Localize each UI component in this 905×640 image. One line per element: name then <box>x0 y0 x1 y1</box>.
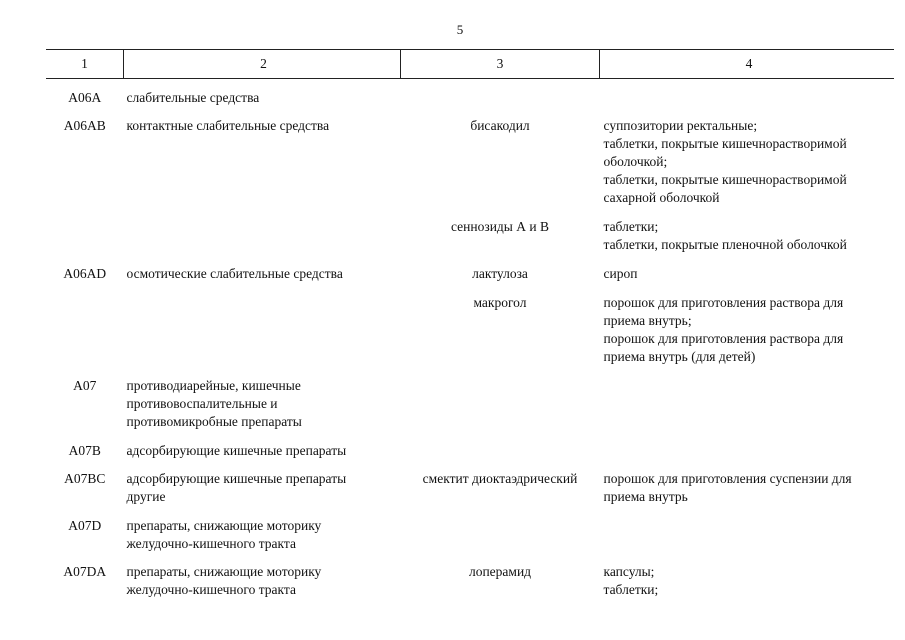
group-name-line: противодиарейные, кишечные <box>126 378 301 393</box>
atc-code-cell <box>46 254 124 283</box>
group-name-cell <box>124 207 401 254</box>
column-header-1: 1 <box>46 50 124 79</box>
group-name-cell <box>124 506 401 553</box>
dosage-form-cell <box>600 207 895 254</box>
drug-name-cell <box>401 460 600 506</box>
dosage-form-line: приема внутрь <box>603 489 688 504</box>
group-name-cell <box>124 366 401 431</box>
group-name-line: слабительные средства <box>126 90 260 105</box>
atc-code: A07DA <box>63 564 107 579</box>
drug-name-cell <box>401 553 600 599</box>
table-row <box>46 553 894 599</box>
column-number-row <box>46 50 894 79</box>
group-name-line: противовоспалительные и <box>126 396 278 411</box>
table-row <box>46 431 894 460</box>
table-body <box>46 79 894 600</box>
group-name-cell <box>124 460 401 506</box>
atc-code: A06AB <box>63 118 106 133</box>
table-row <box>46 460 894 506</box>
drug-name: сеннозиды А и В <box>451 219 549 234</box>
group-name-line: осмотические слабительные средства <box>126 266 343 281</box>
group-name-line: противомикробные препараты <box>126 414 302 429</box>
dosage-form-line: сироп <box>603 266 638 281</box>
group-name-line: другие <box>126 489 166 504</box>
drug-name-cell <box>401 283 600 366</box>
drug-name-cell <box>401 431 600 460</box>
table-row <box>46 283 894 366</box>
dosage-form-line: порошок для приготовления суспензии для <box>603 471 852 486</box>
atc-code-cell <box>46 79 124 108</box>
dosage-form-line: таблетки, покрытые кишечнорастворимой <box>603 172 847 187</box>
dosage-form-cell <box>600 460 895 506</box>
dosage-form-line: порошок для приготовления раствора для <box>603 331 844 346</box>
group-name-line: желудочно-кишечного тракта <box>126 536 296 551</box>
atc-code-cell <box>46 431 124 460</box>
group-name-cell <box>124 431 401 460</box>
drug-name-cell <box>401 366 600 431</box>
atc-code-cell <box>46 553 124 599</box>
group-name-line: контактные слабительные средства <box>126 118 330 133</box>
dosage-form-line: приема внутрь; <box>603 313 692 328</box>
drug-name-cell <box>401 506 600 553</box>
atc-code: A07BC <box>64 471 106 486</box>
dosage-form-line: капсулы; <box>603 564 655 579</box>
dosage-form-line: порошок для приготовления раствора для <box>603 295 844 310</box>
atc-code: A06A <box>68 90 102 105</box>
drug-name: смектит диоктаэдрический <box>422 471 578 486</box>
atc-code: A06AD <box>63 266 107 281</box>
table-row <box>46 366 894 431</box>
group-name-cell <box>124 79 401 108</box>
atc-code-cell <box>46 506 124 553</box>
dosage-form-line: таблетки; <box>603 582 659 597</box>
table-row <box>46 207 894 254</box>
group-name-cell <box>124 553 401 599</box>
dosage-form-cell <box>600 506 895 553</box>
group-name-line: препараты, снижающие моторику <box>126 518 322 533</box>
atc-code-cell <box>46 107 124 207</box>
atc-code: A07 <box>73 378 97 393</box>
drug-name: макрогол <box>473 295 527 310</box>
dosage-form-cell <box>600 366 895 431</box>
atc-code: A07D <box>68 518 102 533</box>
dosage-form-line: оболочкой; <box>603 154 668 169</box>
drug-name: лоперамид <box>468 564 532 579</box>
drug-name: лактулоза <box>472 266 528 281</box>
drug-name-cell <box>401 254 600 283</box>
dosage-form-cell <box>600 553 895 599</box>
column-header-4: 4 <box>600 50 895 79</box>
dosage-form-line: сахарной оболочкой <box>603 190 720 205</box>
drug-name-cell <box>401 107 600 207</box>
column-header-2: 2 <box>124 50 401 79</box>
group-name-cell <box>124 254 401 283</box>
drug-name-cell <box>401 207 600 254</box>
atc-code-cell <box>46 366 124 431</box>
group-name-cell <box>124 107 401 207</box>
drug-name: бисакодил <box>470 118 530 133</box>
dosage-form-line: приема внутрь (для детей) <box>603 349 756 364</box>
group-name-line: адсорбирующие кишечные препараты <box>126 443 347 458</box>
group-name-cell <box>124 283 401 366</box>
group-name-line: адсорбирующие кишечные препараты <box>126 471 347 486</box>
atc-code: A07B <box>68 443 101 458</box>
dosage-form-line: таблетки, покрытые кишечнорастворимой <box>603 136 847 151</box>
dosage-form-line: таблетки; <box>603 219 659 234</box>
dosage-form-line: суппозитории ректальные; <box>603 118 758 133</box>
dosage-form-cell <box>600 79 895 108</box>
group-name-line: желудочно-кишечного тракта <box>126 582 296 597</box>
page-number: 5 <box>456 22 464 37</box>
dosage-form-cell <box>600 254 895 283</box>
drug-name-cell <box>401 79 600 108</box>
column-header-3: 3 <box>401 50 600 79</box>
table-row <box>46 506 894 553</box>
atc-code-cell <box>46 283 124 366</box>
table-row <box>46 254 894 283</box>
atc-code-cell <box>46 207 124 254</box>
dosage-form-cell <box>600 431 895 460</box>
drug-list-table <box>46 49 894 599</box>
dosage-form-line: таблетки, покрытые пленочной оболочкой <box>603 237 847 252</box>
dosage-form-cell <box>600 283 895 366</box>
table-row <box>46 79 894 108</box>
table-row <box>46 107 894 207</box>
atc-code-cell <box>46 460 124 506</box>
dosage-form-cell <box>600 107 895 207</box>
group-name-line: препараты, снижающие моторику <box>126 564 322 579</box>
